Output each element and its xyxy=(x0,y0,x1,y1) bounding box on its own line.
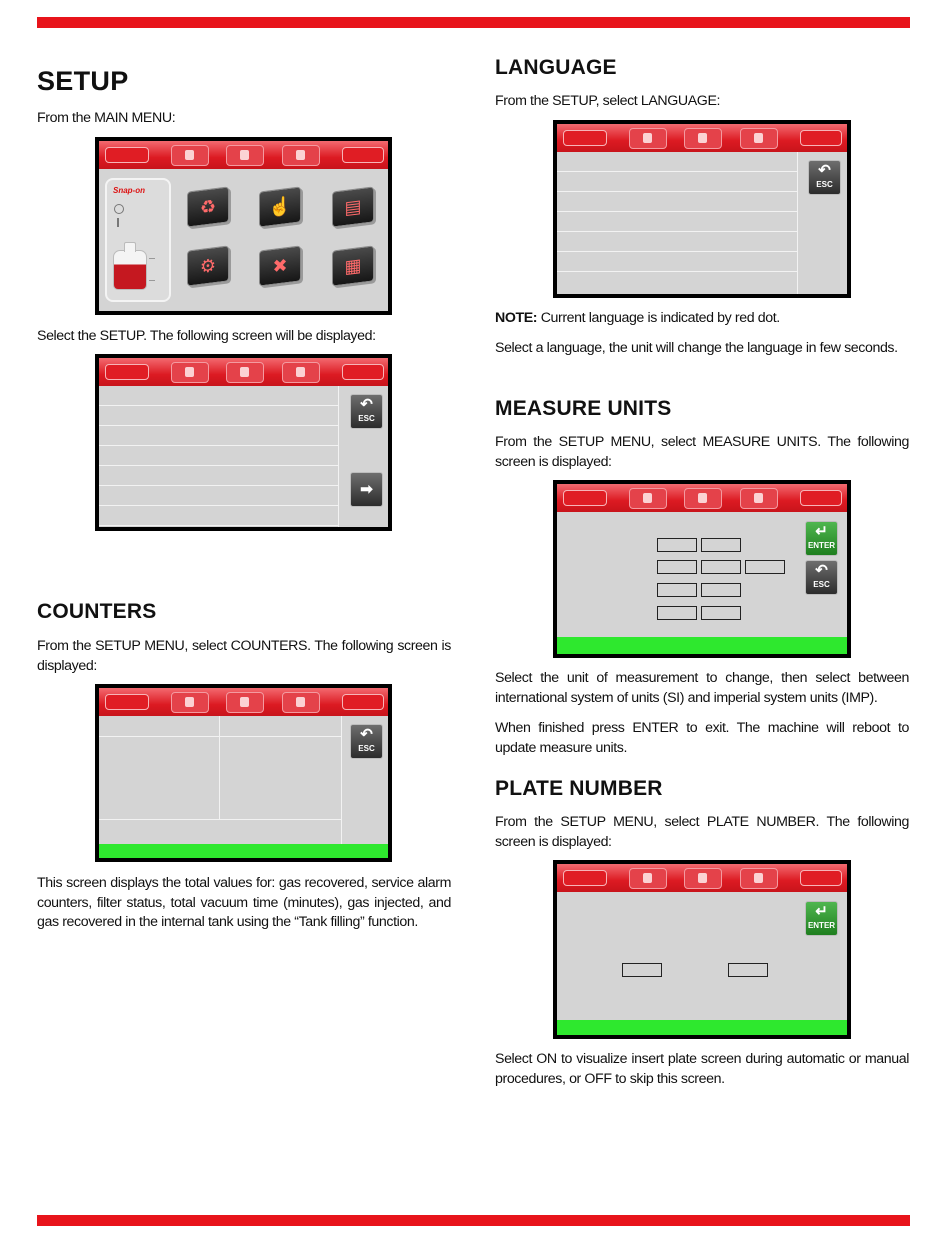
recovery-icon[interactable]: ♻ xyxy=(187,186,229,227)
enter-arrow-icon: ↵ xyxy=(815,523,828,540)
unit-option-imp[interactable] xyxy=(701,560,741,574)
back-arrow-icon: ↶ xyxy=(818,162,831,179)
manual-operation-icon[interactable]: ☝ xyxy=(259,186,301,227)
language-select-text: Select a language, the unit will change the language in few seconds. xyxy=(495,340,898,356)
enter-arrow-icon: ↵ xyxy=(815,903,828,920)
fan-tab-icon xyxy=(684,128,722,149)
list-item[interactable] xyxy=(557,172,797,192)
screen-header xyxy=(99,358,388,386)
database-icon[interactable]: ▤ xyxy=(332,186,374,227)
back-arrow-icon: ↶ xyxy=(360,726,373,743)
screen-header xyxy=(557,124,847,152)
top-red-bar xyxy=(37,17,910,28)
right-arrow-icon: ➡ xyxy=(360,481,373,498)
setup-menu-list xyxy=(99,386,338,526)
fan-tab-icon xyxy=(226,692,264,713)
unit-option-extra[interactable] xyxy=(745,560,785,574)
unit-option-si[interactable] xyxy=(657,583,697,597)
counters-description: This screen displays the total values for: gas recovered, service alarm counters, filter status, total vacuum time (minutes), gas injected, and gas recovered in the internal tank using the “Tank filling” function. xyxy=(37,875,451,930)
plate-on-option[interactable] xyxy=(622,963,662,977)
note-text: NOTE: Current language is indicated by red dot. xyxy=(495,310,780,326)
back-arrow-icon: ↶ xyxy=(360,396,373,413)
tank-tab-icon xyxy=(171,692,209,713)
list-item[interactable] xyxy=(557,192,797,212)
pressure-gauge-icon xyxy=(114,204,124,214)
unit-option-imp[interactable] xyxy=(701,538,741,552)
counters-screen xyxy=(95,684,392,862)
tank-level-icon xyxy=(113,250,147,290)
unit-option-si[interactable] xyxy=(657,606,697,620)
language-list xyxy=(557,152,797,272)
main-menu-screen xyxy=(95,137,392,315)
screen-header xyxy=(99,141,388,169)
screen-header xyxy=(99,688,388,716)
screen-header xyxy=(557,864,847,892)
measure-units-title: MEASURE UNITS xyxy=(495,397,672,420)
tank-tab-icon xyxy=(740,868,778,889)
plate-number-title: PLATE NUMBER xyxy=(495,777,663,800)
thermometer-icon xyxy=(117,218,119,227)
measure-units-screen xyxy=(553,480,851,658)
unit-option-si[interactable] xyxy=(657,538,697,552)
unit-option-si[interactable] xyxy=(657,560,697,574)
measure-select-text: Select the unit of measurement to change, then select between international system of units (SI) and imperial system units (IMP). xyxy=(495,670,909,706)
fan-tab-icon xyxy=(684,488,722,509)
setup-gear-icon[interactable]: ⚙ xyxy=(187,245,229,286)
esc-button[interactable]: ↶ ESC xyxy=(805,560,838,595)
language-screen xyxy=(553,120,851,298)
tank-tab-icon xyxy=(740,128,778,149)
list-item[interactable] xyxy=(99,446,338,466)
status-bar xyxy=(557,637,847,654)
screen-header xyxy=(557,484,847,512)
list-item[interactable] xyxy=(99,426,338,446)
list-item[interactable] xyxy=(557,152,797,172)
plate-number-screen xyxy=(553,860,851,1039)
service-tools-icon[interactable]: ✖ xyxy=(259,245,301,286)
esc-button[interactable]: ↶ ESC xyxy=(808,160,841,195)
fan-tab-icon xyxy=(684,868,722,889)
list-item[interactable] xyxy=(557,232,797,252)
documents-icon[interactable]: ▦ xyxy=(332,245,374,286)
list-item[interactable] xyxy=(99,506,338,526)
language-title: LANGUAGE xyxy=(495,56,617,79)
esc-button[interactable]: ↶ ESC xyxy=(350,394,383,429)
unit-option-imp[interactable] xyxy=(701,606,741,620)
measure-finish-text: When finished press ENTER to exit. The machine will reboot to update measure units. xyxy=(495,720,909,756)
back-arrow-icon: ↶ xyxy=(815,562,828,579)
next-button[interactable] xyxy=(350,472,383,507)
tank-tab-icon xyxy=(629,128,667,149)
list-item[interactable] xyxy=(99,486,338,506)
tank-tab-icon xyxy=(740,488,778,509)
enter-button[interactable]: ↵ ENTER xyxy=(805,901,838,936)
tank-tab-icon xyxy=(282,362,320,383)
bottom-red-bar xyxy=(37,1215,910,1226)
tank-tab-icon xyxy=(282,145,320,166)
fan-tab-icon xyxy=(226,362,264,383)
plate-select-text: Select ON to visualize insert plate screen during automatic or manual procedures, or OFF to skip this screen. xyxy=(495,1051,909,1087)
list-item[interactable] xyxy=(99,406,338,426)
counters-title: COUNTERS xyxy=(37,600,157,623)
plate-off-option[interactable] xyxy=(728,963,768,977)
setup-screen xyxy=(95,354,392,531)
list-item[interactable] xyxy=(557,212,797,232)
tank-tab-icon xyxy=(282,692,320,713)
list-item[interactable] xyxy=(557,252,797,272)
esc-button[interactable]: ↶ ESC xyxy=(350,724,383,759)
brand-logo: Snap-on xyxy=(113,186,145,195)
measure-units-intro-text: From the SETUP MENU, select MEASURE UNITS. The following screen is displayed: xyxy=(495,434,909,470)
setup-title: SETUP xyxy=(37,66,129,96)
counters-intro-text: From the SETUP MENU, select COUNTERS. The following screen is displayed: xyxy=(37,638,451,674)
list-item[interactable] xyxy=(99,386,338,406)
note-label: NOTE: xyxy=(495,310,538,326)
status-panel xyxy=(105,178,171,302)
plate-number-intro-text: From the SETUP MENU, select PLATE NUMBER. The following screen is displayed: xyxy=(495,814,909,850)
unit-option-imp[interactable] xyxy=(701,583,741,597)
enter-button[interactable]: ↵ ENTER xyxy=(805,521,838,556)
status-bar xyxy=(99,844,388,858)
language-intro-text: From the SETUP, select LANGUAGE: xyxy=(495,93,721,109)
tank-tab-icon xyxy=(171,145,209,166)
tank-tab-icon xyxy=(629,868,667,889)
list-item[interactable] xyxy=(99,466,338,486)
fan-tab-icon xyxy=(226,145,264,166)
select-setup-text: Select the SETUP. The following screen will be displayed: xyxy=(37,328,376,344)
from-main-menu-text: From the MAIN MENU: xyxy=(37,110,176,126)
status-bar xyxy=(557,1020,847,1035)
tank-tab-icon xyxy=(629,488,667,509)
tank-tab-icon xyxy=(171,362,209,383)
